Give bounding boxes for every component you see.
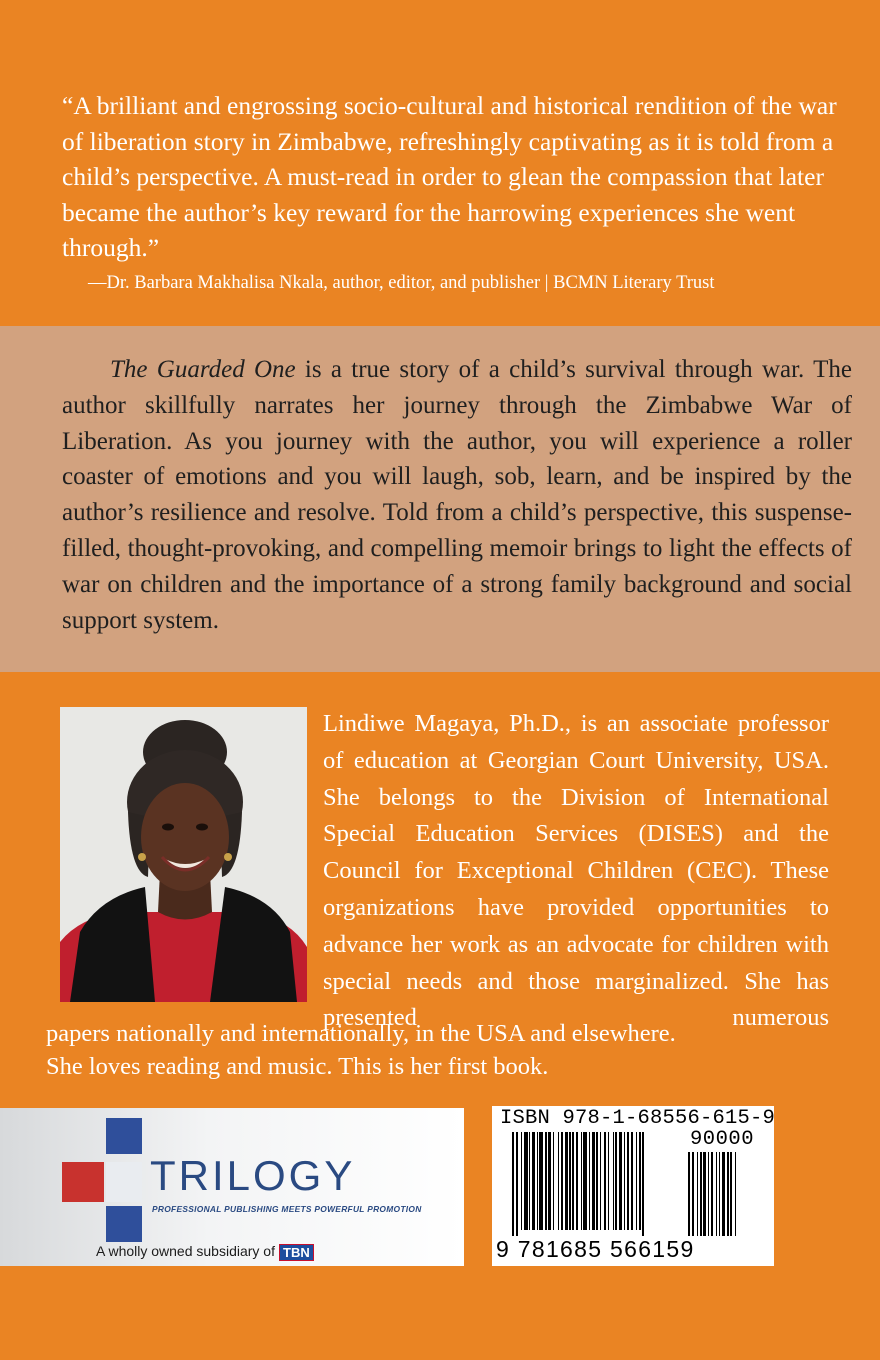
- barcode-bar: [600, 1132, 601, 1230]
- author-bio-continued: [46, 1017, 836, 1083]
- barcode-bar: [642, 1132, 644, 1236]
- barcode-bar: [524, 1132, 528, 1230]
- barcode-bar: [619, 1132, 622, 1230]
- barcode-bar: [539, 1132, 543, 1230]
- barcode-bar: [608, 1132, 609, 1230]
- barcode-bar: [572, 1132, 574, 1230]
- barcode-bar: [700, 1152, 702, 1236]
- barcode-addon-bars: [688, 1152, 766, 1236]
- synopsis-text: [62, 352, 852, 638]
- barcode-bar: [708, 1152, 709, 1236]
- barcode-bar: [583, 1132, 587, 1230]
- barcode-bar: [561, 1132, 563, 1230]
- barcode-bar: [545, 1132, 547, 1230]
- barcode-bar: [688, 1152, 690, 1236]
- barcode-bar: [703, 1152, 706, 1236]
- author-photo: [60, 707, 307, 1002]
- barcode-bar: [697, 1152, 698, 1236]
- barcode-bar: [615, 1132, 617, 1230]
- price-code: 90000: [690, 1128, 755, 1151]
- book-title: The Guarded One: [110, 356, 296, 383]
- barcode-bar: [516, 1132, 518, 1236]
- barcode-bar: [636, 1132, 637, 1230]
- barcode-bar: [565, 1132, 568, 1230]
- publisher-name: TRILOGY: [150, 1152, 356, 1199]
- barcode-bar: [521, 1132, 522, 1230]
- tbn-logo: TBN: [279, 1244, 314, 1261]
- barcode-bar: [631, 1132, 633, 1230]
- barcode-bar: [553, 1132, 554, 1230]
- barcode-bar: [716, 1152, 717, 1236]
- barcode-bar: [604, 1132, 606, 1230]
- barcode-bar: [569, 1132, 571, 1230]
- barcode-bar: [529, 1132, 530, 1230]
- author-portrait-illustration: [60, 707, 307, 1002]
- barcode-bar: [735, 1152, 736, 1236]
- isbn-label: ISBN 978-1-68556-615-9: [500, 1107, 776, 1130]
- publisher-panel: [0, 1108, 464, 1266]
- barcode-bar: [627, 1132, 629, 1230]
- barcode-bar: [711, 1152, 713, 1236]
- barcode-bar: [639, 1132, 641, 1230]
- barcode-bar: [624, 1132, 625, 1230]
- barcode-bars: [512, 1132, 682, 1236]
- barcode-bar: [730, 1152, 732, 1236]
- barcode-bar: [581, 1132, 582, 1230]
- publisher-tagline: PROFESSIONAL PUBLISHING MEETS POWERFUL PROMOTION: [152, 1204, 422, 1214]
- owner-text: A wholly owned subsidiary of: [96, 1243, 275, 1259]
- barcode-bar: [589, 1132, 590, 1230]
- barcode-bar: [692, 1152, 694, 1236]
- barcode-bar: [722, 1152, 725, 1236]
- endorsement-quote: “A brilliant and engrossing socio-cultural and historical rendition of the war of liberation story in Zimbabwe, refreshingly captivating as it is told from a child’s perspective. A must-read in order to glean the compassion that later became the author’s key reward for the harrowing experiences she went through.”: [62, 91, 837, 262]
- barcode-bar: [512, 1132, 514, 1236]
- barcode-bar: [727, 1152, 729, 1236]
- synopsis-body: is a true story of a child’s survival through war. The author skillfully narrates her journey through the Zimbabwe War of Liberation. As you journey with the author, you will experience a roller coaster of emotions and you will laugh, sob, learn, and be inspired by the author’s resilience and resolve. Told from a child’s perspective, this suspense-filled, thought-provoking, and compelling memoir brings to light the effects of war on children and the importance of a strong family background and social support system.: [62, 356, 852, 634]
- endorsement-attribution: —Dr. Barbara Makhalisa Nkala, author, editor, and publisher | BCMN Literary Trust: [88, 273, 715, 293]
- bio-line: papers nationally and internationally, in the USA and elsewhere.: [46, 1020, 676, 1047]
- bio-line: She loves reading and music. This is her first book.: [46, 1053, 549, 1080]
- barcode-bar: [532, 1132, 535, 1230]
- trilogy-logo-icon: [60, 1116, 160, 1244]
- barcode-bar: [537, 1132, 538, 1230]
- ean-digits: 9 781685 566159: [496, 1236, 695, 1262]
- barcode-bar: [719, 1152, 720, 1236]
- barcode-bar: [558, 1132, 559, 1230]
- barcode-bar: [548, 1132, 551, 1230]
- isbn-barcode: [492, 1106, 774, 1266]
- author-bio: Lindiwe Magaya, Ph.D., is an associate professor of education at Georgian Court University, USA. She belongs to the Division of International Special Education Services (DISES) and the Council for Exceptional Children (CEC). These organizations have provided opportunities to advance her work as an advocate for children with special needs and those marginalized. She has presented numerous: [323, 710, 829, 1032]
- publisher-owner: [96, 1243, 314, 1261]
- barcode-bar: [596, 1132, 598, 1230]
- barcode-bar: [592, 1132, 595, 1230]
- barcode-bar: [576, 1132, 578, 1230]
- barcode-bar: [613, 1132, 614, 1230]
